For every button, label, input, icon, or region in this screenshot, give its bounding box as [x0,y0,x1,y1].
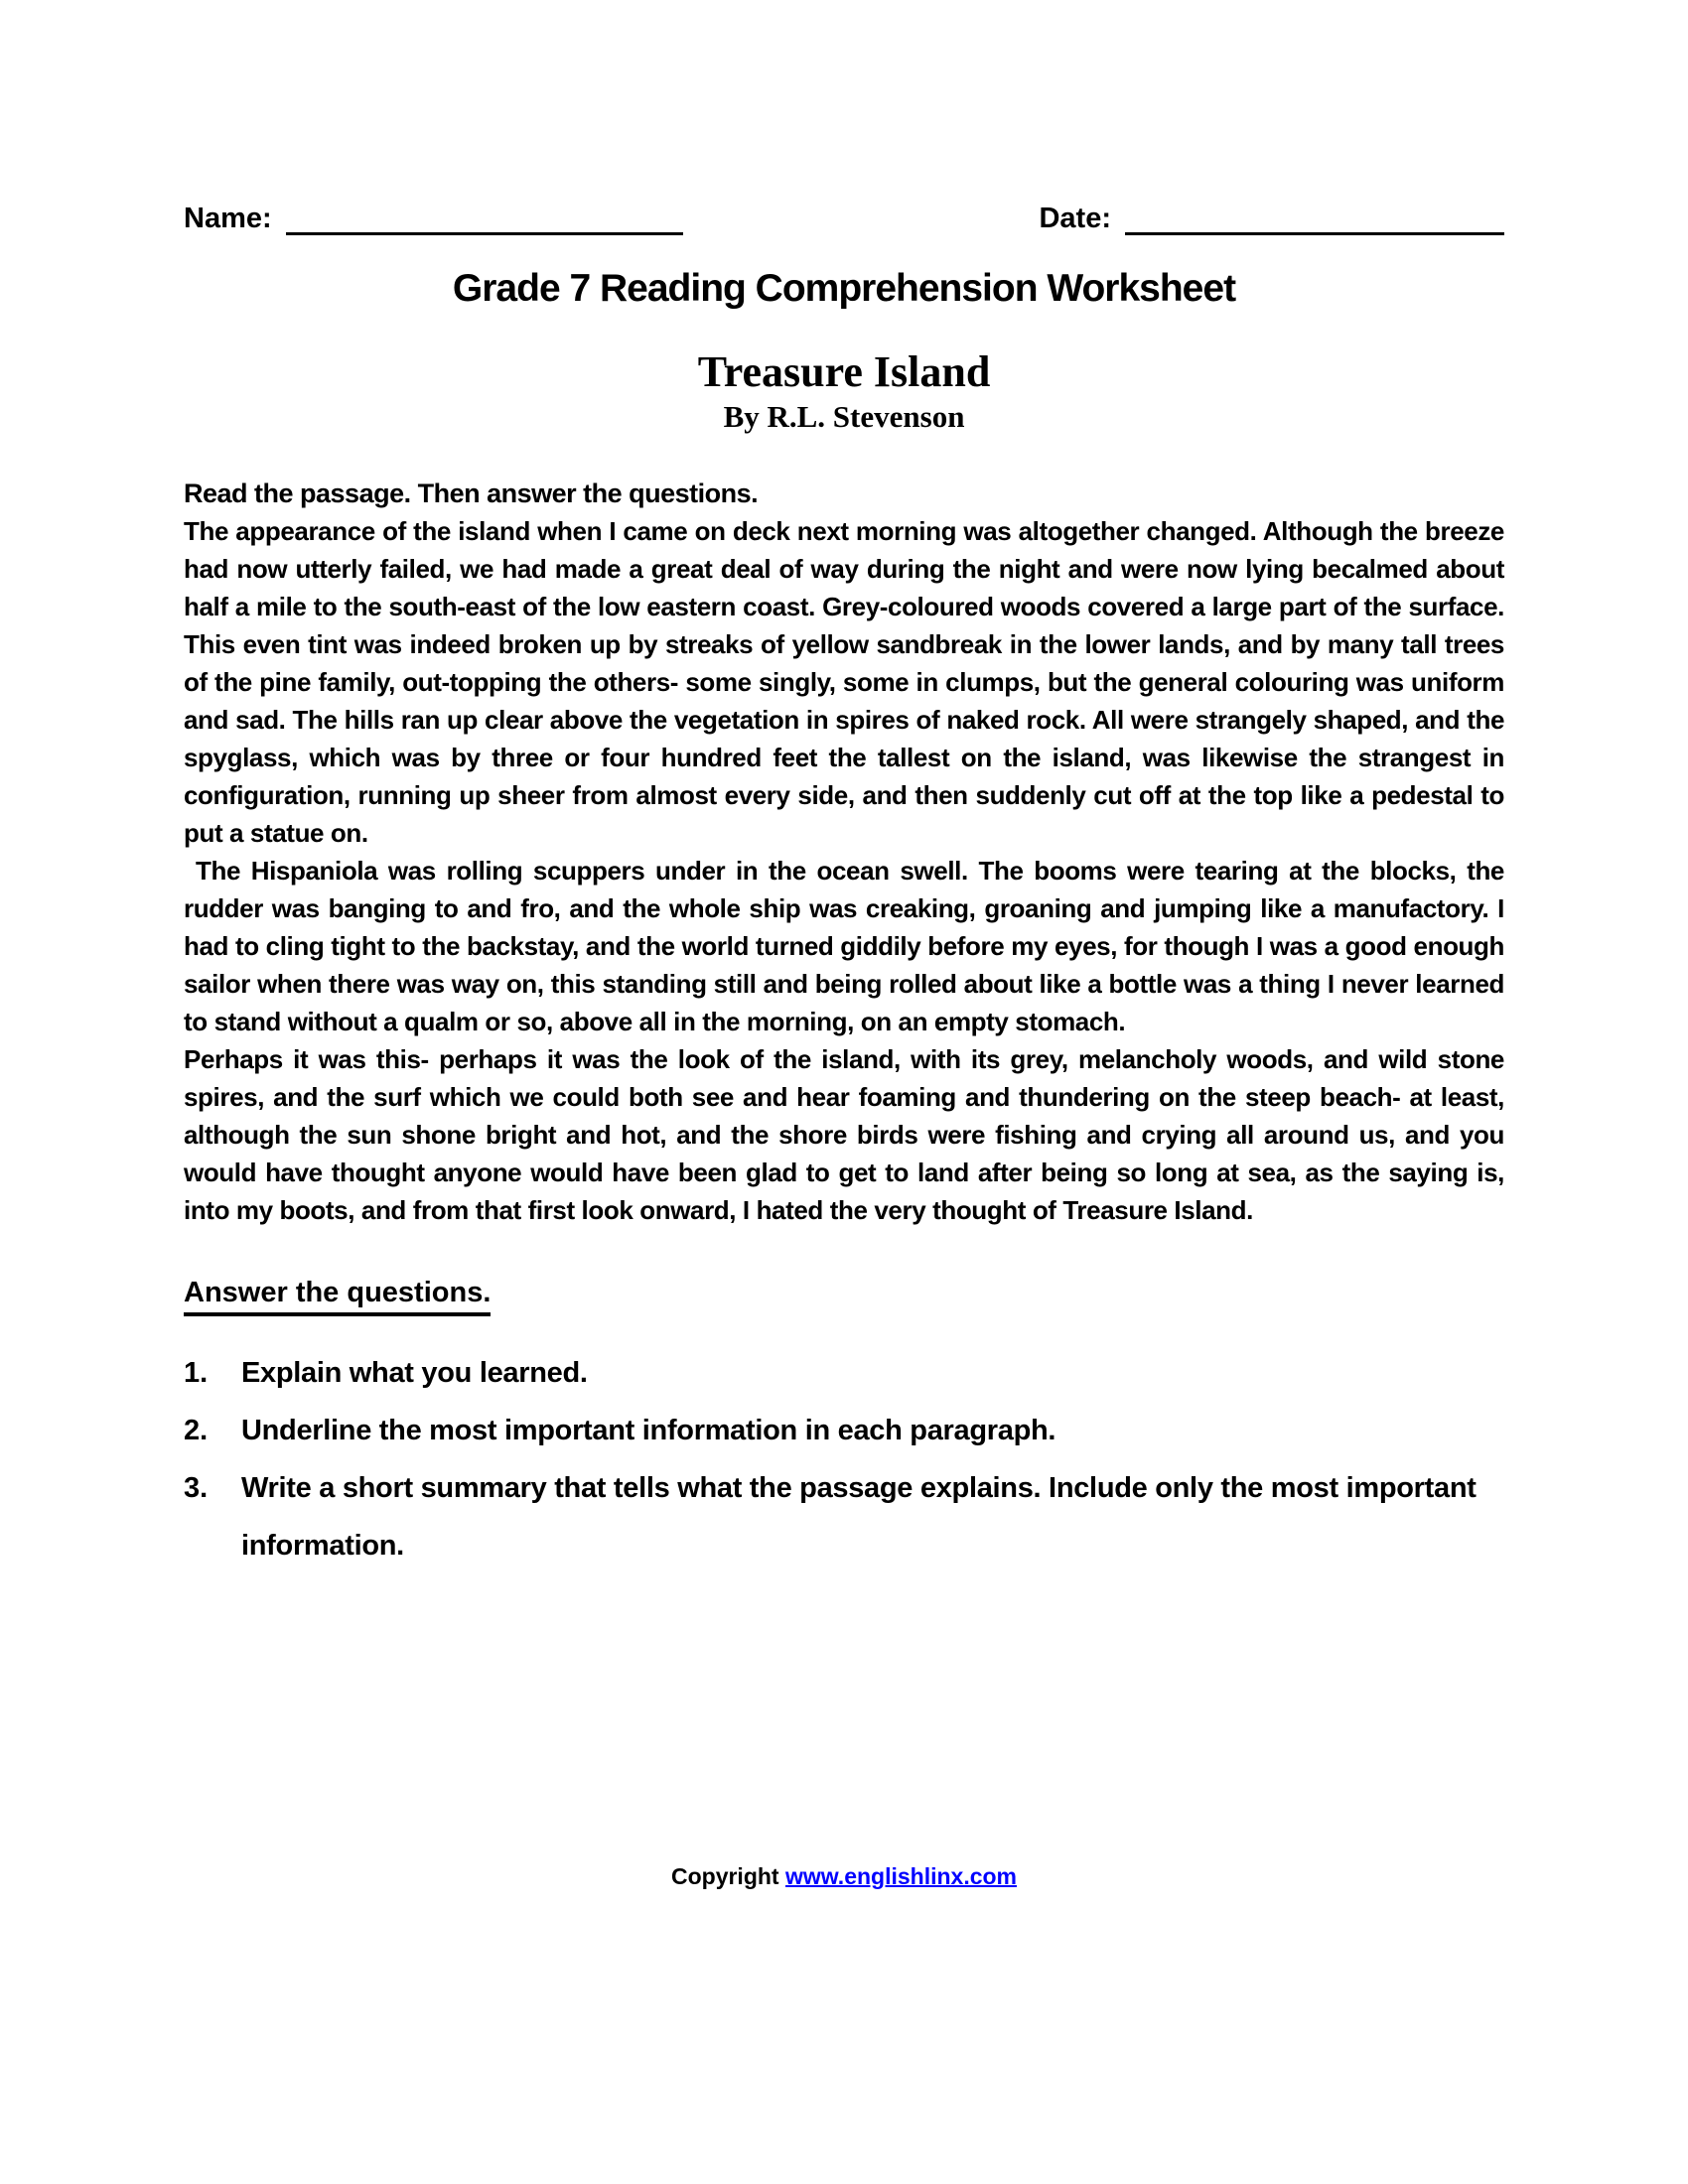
question-number: 2. [184,1415,209,1446]
name-blank-line [286,203,683,235]
passage-paragraph: The Hispaniola was rolling scuppers under in the ocean swell. The booms were tearing at the blocks, the rudder was banging to and fro, and the whole ship was creaking, groaning and jumping like a manufactory. I had to cling tight to the backstay, and the world turned giddily before my eyes, for though I was a good enough sailor when there was way on, this standing still and being rolled about like a bottle was a thing I never learned to stand without a qualm or so, above all in the morning, on an empty stomach. [184,856,1504,1036]
question-item [184,1459,1504,1574]
passage-body [184,512,1504,1229]
name-field [184,202,683,235]
question-item [184,1402,1504,1459]
question-text: Write a short summary that tells what the passage explains. Include only the most important information. [241,1472,1477,1562]
worksheet-title: Grade 7 Reading Comprehension Worksheet [452,267,1236,310]
passage-author: By R.L. Stevenson [723,399,965,434]
questions-list [184,1344,1504,1574]
date-blank-line [1125,203,1504,235]
passage-paragraph: Perhaps it was this- perhaps it was the look of the island, with its grey, melancholy woods, and wild stone spires, and the surf which we could both see and hear foaming and thundering on the steep beach- at least, although the sun shone bright and hot, and the shore birds were fishing and crying all around us, and you would have thought anyone would have been glad to get to land after being so long at sea, as the saying is, into my boots, and from that first look onward, I hated the very thought of Treasure Island. [184,1044,1504,1225]
question-text: Underline the most important information in each paragraph. [241,1415,1056,1446]
copyright-link[interactable]: www.englishlinx.com [784,1863,1018,1889]
copyright-text: Copyright [670,1863,779,1889]
questions-heading: Answer the questions. [184,1275,491,1316]
question-text: Explain what you learned. [241,1357,588,1389]
date-label: Date: [1039,203,1111,234]
header-fields [184,0,1504,235]
passage-title: Treasure Island [697,347,991,396]
copyright-footer [0,1862,1688,1890]
date-field [1039,202,1504,235]
worksheet-content [184,0,1504,1574]
passage-instructions: Read the passage. Then answer the questions. [184,478,759,508]
name-label: Name: [184,203,272,234]
passage-paragraph: The appearance of the island when I came on deck next morning was altogether changed. Although the breeze had now utterly failed, we had made a great deal of way during the night and were now lying becalmed about half a mile to the south-east of the low eastern coast. Grey-coloured woods covered a large part of the surface. This even tint was indeed broken up by streaks of yellow sandbreak in the lower lands, and by many tall trees of the pine family, out-topping the others- some singly, some in clumps, but the general colouring was uniform and sad. The hills ran up clear above the vegetation in spires of naked rock. All were strangely shaped, and the spyglass, which was by three or four hundred feet the tallest on the island, was likewise the strangest in configuration, running up sheer from almost every side, and then suddenly cut off at the top like a pedestal to put a statue on. [184,516,1504,848]
question-number: 3. [184,1472,209,1504]
question-item [184,1344,1504,1402]
question-number: 1. [184,1357,209,1389]
